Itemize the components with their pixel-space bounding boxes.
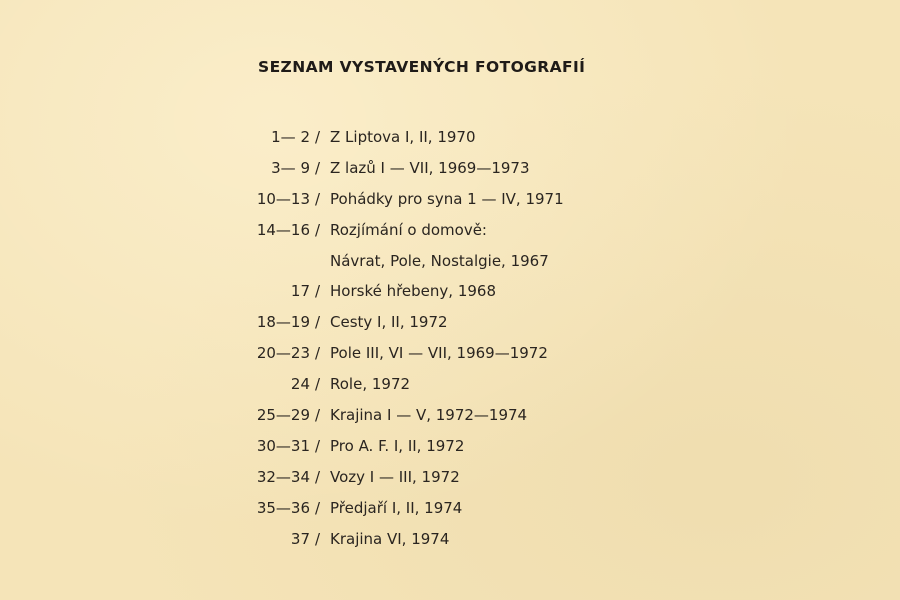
item-number: 3— 9 [271,158,310,177]
item-number: 1— 2 [271,128,310,146]
list-item [0,431,900,462]
list-item [0,122,900,153]
item-separator: / [315,467,321,486]
list-item [0,338,900,369]
item-title: Pole III, VI — VII, 1969—1972 [330,344,548,363]
item-title: Z lazů I — VII, 1969—1973 [330,158,530,177]
list-item [0,153,900,184]
item-number: 37 [290,529,310,548]
item-separator: / [315,375,321,394]
item-title: Pohádky pro syna 1 — IV, 1971 [330,189,564,208]
item-separator: / [315,498,321,517]
item-number: 14—16 [256,220,310,239]
list-item [0,524,900,555]
item-number: 20—23 [256,344,310,363]
item-number: 35—36 [256,498,310,517]
item-separator: / [315,436,321,455]
item-separator: / [315,220,321,239]
item-number: 30—31 [256,436,310,455]
item-separator: / [315,313,321,332]
list-item [0,184,900,215]
item-title: Vozy I — III, 1972 [330,467,460,486]
item-number: 17 [290,282,310,301]
item-separator: / [315,529,321,548]
item-title: Krajina I — V, 1972—1974 [330,406,528,425]
item-separator: / [315,158,321,177]
list-item-continuation [0,246,900,277]
item-separator: / [315,282,321,301]
list-item [0,400,900,431]
item-title: Z Liptova I, II, 1970 [330,128,476,146]
photo-list [0,122,900,554]
item-title: Krajina VI, 1974 [330,529,450,548]
item-number: 24 [290,375,310,394]
item-title: Rozjímání o domově: [330,220,487,239]
item-number: 10—13 [256,189,310,208]
item-separator: / [315,128,321,146]
item-separator: / [315,189,321,208]
item-title: Pro A. F. I, II, 1972 [330,436,465,455]
list-item [0,462,900,493]
page-title: SEZNAM VYSTAVENÝCH FOTOGRAFIÍ [258,58,586,76]
list-item [0,307,900,338]
item-number: 32—34 [256,467,310,486]
item-title: Předjaří I, II, 1974 [330,498,463,517]
list-item [0,493,900,524]
item-separator: / [315,344,321,363]
item-separator: / [315,406,321,425]
item-number: 18—19 [256,313,310,332]
item-title: Cesty I, II, 1972 [330,313,448,332]
item-number: 25—29 [256,406,310,425]
item-title: Návrat, Pole, Nostalgie, 1967 [330,251,549,270]
list-item [0,215,900,246]
item-title: Horské hřebeny, 1968 [330,282,497,301]
item-title: Role, 1972 [330,375,411,394]
list-item [0,369,900,400]
list-item [0,276,900,307]
